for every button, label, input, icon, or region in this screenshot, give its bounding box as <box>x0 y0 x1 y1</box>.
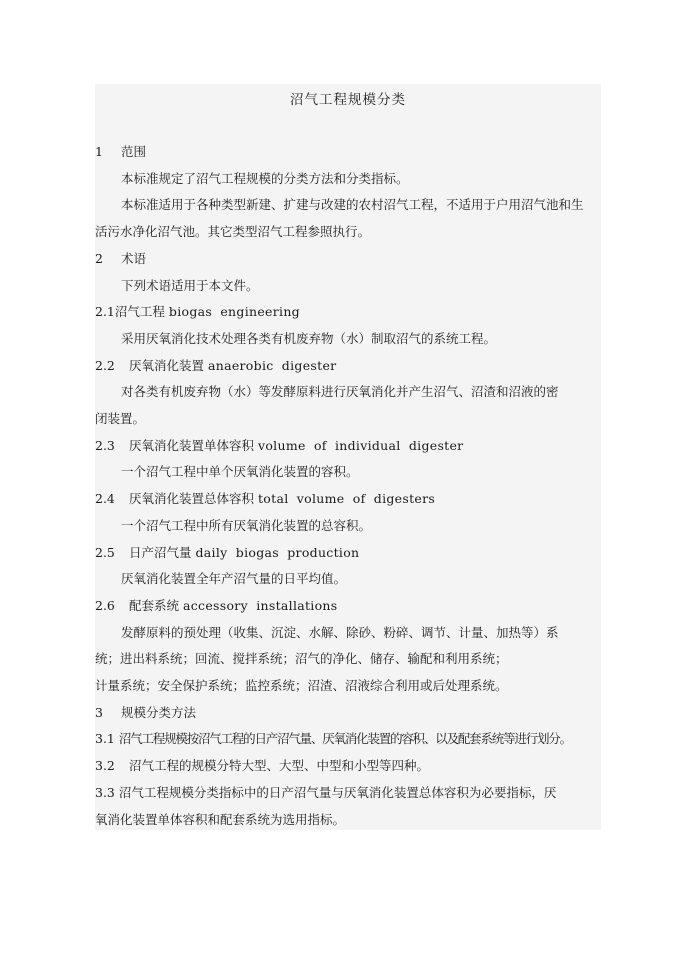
section-1-paragraph-2-line-1: 本标准适用于各种类型新建、扩建与改建的农村沼气工程，不适用于户用沼气池和生 <box>121 197 584 213</box>
section-1-heading <box>95 139 601 166</box>
term-2-5-heading <box>95 540 601 567</box>
section-title: 范围 <box>120 144 146 159</box>
term-english: accessory installations <box>182 597 338 613</box>
clause-text: 沼气工程规模分类指标中的日产沼气量与厌氧消化装置总体容积为必要指标，厌 <box>118 784 557 800</box>
term-number: 2.6 <box>95 597 115 613</box>
term-chinese: 厌氧消化装置总体容积 <box>128 491 254 507</box>
term-chinese: 日产沼气量 <box>128 544 192 560</box>
term-2-6-definition-line-3: 计量系统；安全保护系统；监控系统；沼渣、沼液综合利用或后处理系统。 <box>95 678 508 694</box>
term-chinese: 配套系统 <box>128 597 179 613</box>
section-number: 1 <box>95 144 103 159</box>
term-number: 2.5 <box>95 544 115 560</box>
section-number: 2 <box>95 250 103 266</box>
term-chinese: 厌氧消化装置单体容积 <box>128 437 254 453</box>
term-english: total volume of digesters <box>257 491 436 507</box>
clause-3-3-line-1 <box>95 780 601 807</box>
term-2-4-definition: 一个沼气工程中所有厌氧消化装置的总容积。 <box>121 517 372 533</box>
term-number: 2.1 <box>95 304 115 320</box>
section-1-paragraph-2-line-2: 活污水净化沼气池。其它类型沼气工程参照执行。 <box>95 224 371 240</box>
term-english: volume of individual digester <box>257 437 464 453</box>
section-title: 术语 <box>120 250 146 266</box>
term-2-1-heading <box>95 299 601 326</box>
term-2-6-heading <box>95 593 601 620</box>
term-2-6-definition-line-1: 发酵原料的预处理（收集、沉淀、水解、除砂、粉碎、调节、计量、加热等）系 <box>121 624 559 640</box>
clause-text: 沼气工程的规模分特大型、大型、中型和小型等四种。 <box>128 758 429 774</box>
section-2-paragraph: 下列术语适用于本文件。 <box>121 277 259 293</box>
document-body <box>95 84 601 833</box>
clause-3-2 <box>95 753 601 780</box>
term-english: biogas engineering <box>168 304 300 320</box>
section-3-heading <box>95 700 601 727</box>
section-number: 3 <box>95 704 103 720</box>
term-2-3-definition: 一个沼气工程中单个厌氧消化装置的容积。 <box>121 464 359 480</box>
term-2-3-heading <box>95 433 601 460</box>
clause-number: 3.1 <box>95 731 115 747</box>
term-2-2-heading <box>95 353 601 380</box>
term-2-2-definition-line-1: 对各类有机废弃物（水）等发酵原料进行厌氧消化并产生沼气、沼渣和沼液的密 <box>121 384 559 400</box>
term-number: 2.3 <box>95 437 115 453</box>
term-english: anaerobic digester <box>207 357 337 373</box>
term-2-4-heading <box>95 486 601 513</box>
document-title: 沼气工程规模分类 <box>290 92 406 108</box>
term-number: 2.4 <box>95 491 115 507</box>
term-2-6-definition-line-2: 统；进出料系统；回流、搅拌系统；沼气的净化、储存、输配和利用系统； <box>95 651 508 667</box>
term-2-5-definition: 厌氧消化装置全年产沼气量的日平均值。 <box>121 571 347 587</box>
clause-3-1 <box>95 726 601 753</box>
term-chinese: 厌氧消化装置 <box>128 357 204 373</box>
term-2-1-definition: 采用厌氧消化技术处理各类有机废弃物（水）制取沼气的系统工程。 <box>121 330 497 346</box>
section-1-paragraph-1: 本标准规定了沼气工程规模的分类方法和分类指标。 <box>121 170 409 186</box>
clause-number: 3.3 <box>95 784 115 800</box>
document-page <box>95 84 601 830</box>
clause-text: 沼气工程规模按沼气工程的日产沼气量、厌氧消化装置的容积、以及配套系统等进行划分。 <box>118 731 571 747</box>
clause-number: 3.2 <box>95 758 115 774</box>
term-2-2-definition-line-2: 闭装置。 <box>95 411 146 427</box>
section-title: 规模分类方法 <box>120 704 196 720</box>
term-chinese: 沼气工程 <box>114 304 165 320</box>
term-english: daily biogas production <box>195 544 360 560</box>
section-2-heading <box>95 246 601 273</box>
clause-3-3-line-2: 氧消化装置单体容积和配套系统为选用指标。 <box>95 811 346 827</box>
term-number: 2.2 <box>95 357 115 373</box>
